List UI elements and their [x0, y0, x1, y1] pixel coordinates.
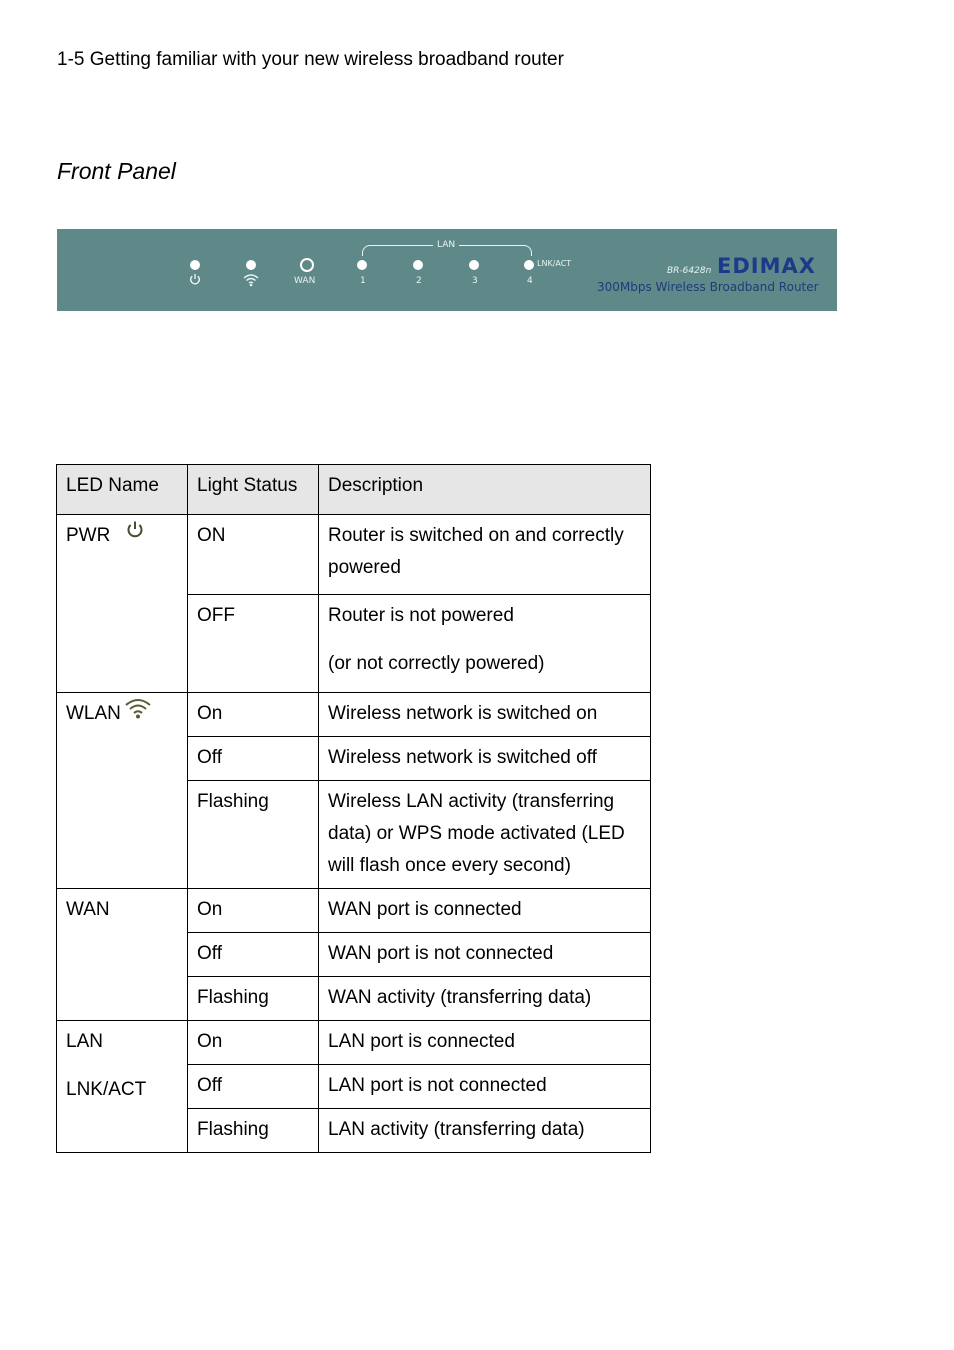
wireless-icon	[242, 273, 260, 287]
header-light-status: Light Status	[188, 465, 319, 515]
wan-off-desc: WAN port is not connected	[319, 933, 651, 977]
lan-off-status: Off	[188, 1065, 319, 1109]
brand-logo: EDIMAX	[717, 254, 816, 278]
table-row	[57, 889, 651, 933]
table-row	[57, 515, 651, 595]
table-row	[57, 693, 651, 737]
wan-led	[300, 258, 314, 272]
lan-flash-status: Flashing	[188, 1109, 319, 1153]
lan4-label: 4	[527, 276, 533, 286]
wan-name: WAN	[57, 889, 188, 1021]
lan2-label: 2	[416, 276, 422, 286]
table-row	[57, 1021, 651, 1065]
header-led-name: LED Name	[57, 465, 188, 515]
lan-lnk-act-name: LNK/ACT	[66, 1079, 147, 1100]
wan-off-status: Off	[188, 933, 319, 977]
wlan-on-desc: Wireless network is switched on	[319, 693, 651, 737]
front-panel-heading: Front Panel	[57, 158, 176, 184]
table-header-row	[57, 465, 651, 515]
lan-name-cell	[57, 1021, 188, 1153]
wan-flash-status: Flashing	[188, 977, 319, 1021]
section-heading: 1-5 Getting familiar with your new wireless broadband router	[57, 49, 564, 70]
wlan-flash-status: Flashing	[188, 781, 319, 889]
wlan-name-cell	[57, 693, 188, 889]
front-panel-image	[57, 229, 837, 311]
lan-on-status: On	[188, 1021, 319, 1065]
power-icon	[189, 273, 201, 286]
power-led	[190, 260, 200, 270]
lan1-led	[357, 260, 367, 270]
lan4-led	[524, 260, 534, 270]
pwr-name: PWR	[66, 525, 111, 546]
wlan-off-desc: Wireless network is switched off	[319, 737, 651, 781]
lan2-led	[413, 260, 423, 270]
model-number: BR-6428n	[667, 266, 712, 276]
pwr-name-cell	[57, 515, 188, 693]
lan1-label: 1	[360, 276, 366, 286]
product-tagline: 300Mbps Wireless Broadband Router	[597, 280, 819, 294]
pwr-off-desc-cell	[319, 595, 651, 693]
wlan-on-status: On	[188, 693, 319, 737]
wan-on-status: On	[188, 889, 319, 933]
lan3-led	[469, 260, 479, 270]
lan-name: LAN	[66, 1031, 103, 1052]
wan-led-label: WAN	[294, 276, 316, 286]
pwr-on-desc: Router is switched on and correctly powered	[319, 515, 651, 595]
wan-on-desc: WAN port is connected	[319, 889, 651, 933]
led-status-table	[56, 464, 651, 1153]
lan3-label: 3	[472, 276, 478, 286]
wlan-led	[246, 260, 256, 270]
pwr-off-desc-2: (or not correctly powered)	[328, 653, 545, 674]
lan-off-desc: LAN port is not connected	[319, 1065, 651, 1109]
pwr-on-status: ON	[188, 515, 319, 595]
pwr-off-status: OFF	[188, 595, 319, 693]
lan-group-label: LAN	[433, 240, 459, 250]
pwr-off-desc-1: Router is not powered	[328, 605, 514, 626]
header-description: Description	[319, 465, 651, 515]
lan-flash-desc: LAN activity (transferring data)	[319, 1109, 651, 1153]
lan-on-desc: LAN port is connected	[319, 1021, 651, 1065]
wlan-off-status: Off	[188, 737, 319, 781]
power-icon	[126, 520, 144, 540]
lnk-act-label: LNK/ACT	[537, 259, 572, 268]
wlan-flash-desc: Wireless LAN activity (transferring data) or WPS mode activated (LED will flash once every second)	[319, 781, 651, 889]
wlan-name: WLAN	[66, 703, 121, 724]
wan-flash-desc: WAN activity (transferring data)	[319, 977, 651, 1021]
wireless-icon	[123, 697, 153, 719]
